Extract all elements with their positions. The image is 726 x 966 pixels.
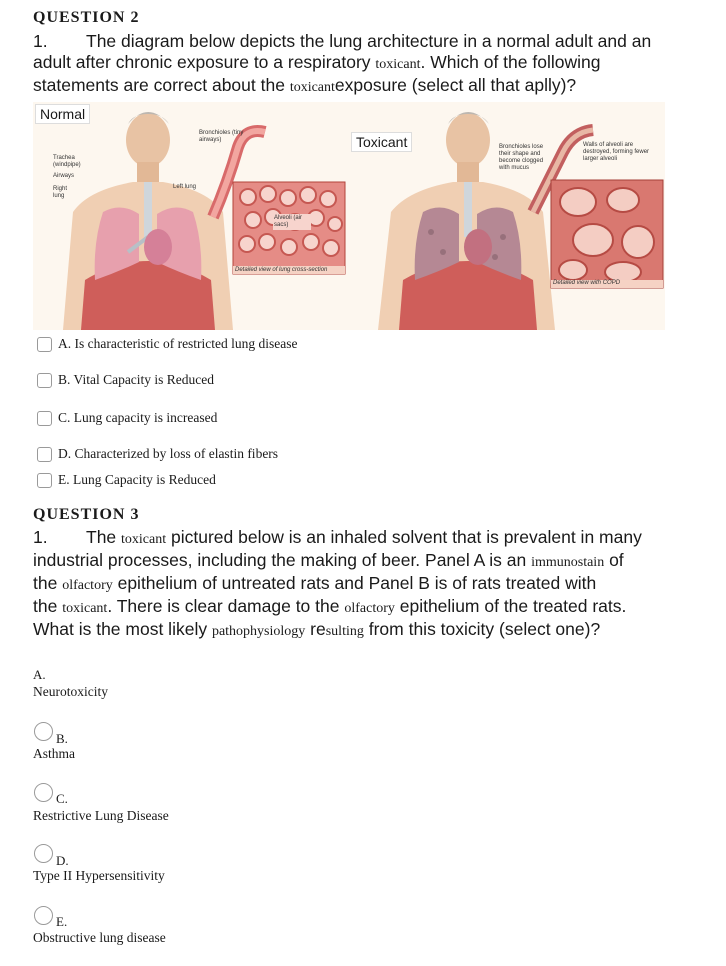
left-lung-annotation: Left lung — [173, 184, 197, 190]
q2-option-c[interactable] — [37, 410, 217, 426]
stem-text: The diagram below depicts the lung architecture in a normal adult and an adult after chronic exposure to a respiratory — [33, 31, 652, 72]
stem-text: . Which of the following statements are correct about the — [33, 52, 601, 95]
checkbox[interactable] — [37, 337, 52, 352]
trachea-annotation: Trachea (windpipe) — [53, 155, 81, 168]
stem-text: of — [604, 550, 624, 570]
option-label: Asthma — [33, 746, 75, 761]
toxicant-walls-annotation: Walls of alveoli are destroyed, forming fewer larger alveoli — [583, 142, 650, 162]
stem-text: . There is clear damage to the — [107, 596, 345, 616]
stem-text: epithelium of untreated rats and Panel B is of rats treated with — [112, 573, 597, 593]
stem-text: olfactory — [344, 601, 395, 616]
question-3-stem — [33, 527, 713, 642]
q2-option-e[interactable] — [37, 472, 216, 488]
stem-text: epithelium of the treated rats. — [394, 596, 627, 616]
stem-text: toxicant — [375, 57, 421, 72]
checkbox[interactable] — [37, 411, 52, 426]
bronchioles-annotation: Bronchioles (tiny airways) — [199, 130, 244, 143]
checkbox[interactable] — [37, 473, 52, 488]
option-label: Type II Hypersensitivity — [33, 868, 165, 883]
option-letter: B. — [56, 731, 68, 746]
question-2-heading: QUESTION 2 — [33, 9, 140, 26]
normal-detail-caption: Detailed view of lung cross-section — [235, 267, 328, 273]
stem-text: re — [305, 619, 326, 639]
stem-text: exposure (select all that aplly)? — [334, 75, 577, 95]
q2-option-d[interactable] — [37, 446, 278, 462]
checkbox[interactable] — [37, 447, 52, 462]
lung-illustration — [33, 102, 665, 330]
option-letter: D. — [56, 853, 69, 868]
toxicant-detail-caption: Detailed view with COPD — [553, 280, 621, 286]
stem-text: the — [33, 573, 63, 593]
option-label: E. Lung Capacity is Reduced — [58, 472, 216, 487]
stem-text: industrial processes, including the making of beer. Panel A is an — [33, 550, 532, 570]
option-label: D. Characterized by loss of elastin fibers — [58, 446, 279, 461]
stem-text: toxicant — [121, 532, 167, 547]
option-label: C. Lung capacity is increased — [58, 410, 218, 425]
alveoli-annotation: Alveoli (air sacs) — [273, 214, 311, 230]
radio-button[interactable] — [34, 844, 53, 863]
stem-text: toxicant — [62, 601, 108, 616]
option-label: Obstructive lung disease — [33, 930, 166, 945]
option-label: Neurotoxicity — [33, 684, 108, 699]
radio-button[interactable] — [34, 722, 53, 741]
option-letter: E. — [56, 914, 68, 929]
lung-diagram-figure — [33, 102, 665, 330]
normal-panel-label: Normal — [35, 104, 90, 124]
question-2-stem — [33, 31, 683, 98]
radio-button[interactable] — [34, 906, 53, 925]
option-letter: C. — [56, 791, 68, 806]
option-letter: A. — [33, 667, 46, 682]
stem-text: toxicant — [289, 80, 335, 95]
question-number: 1. — [33, 527, 48, 547]
option-label: A. Is characteristic of restricted lung disease — [58, 336, 298, 351]
radio-button[interactable] — [34, 783, 53, 802]
stem-text: sulting — [325, 624, 364, 639]
q2-option-b[interactable] — [37, 372, 214, 388]
toxicant-bronchioles-annotation: Bronchioles lose their shape and become clogged with mucus — [499, 144, 544, 171]
stem-text: immunostain — [531, 555, 605, 570]
question-3-heading: QUESTION 3 — [33, 506, 140, 523]
stem-text: pictured below is an inhaled solvent that is prevalent in many — [166, 527, 642, 547]
checkbox[interactable] — [37, 373, 52, 388]
right-lung-annotation: Right lung — [53, 186, 68, 199]
question-number: 1. — [33, 31, 48, 51]
stem-text: What is the most likely — [33, 619, 212, 639]
stem-text: pathophysiology — [211, 624, 306, 639]
option-label: Restrictive Lung Disease — [33, 808, 169, 823]
stem-text: from this toxicity (select one)? — [363, 619, 601, 639]
airways-annotation: Airways — [53, 173, 75, 179]
option-label: B. Vital Capacity is Reduced — [58, 372, 215, 387]
toxicant-panel-label: Toxicant — [351, 132, 412, 152]
stem-text: The — [86, 527, 122, 547]
stem-text: the — [33, 596, 63, 616]
stem-text: olfactory — [62, 578, 113, 593]
q2-option-a[interactable] — [37, 336, 298, 352]
